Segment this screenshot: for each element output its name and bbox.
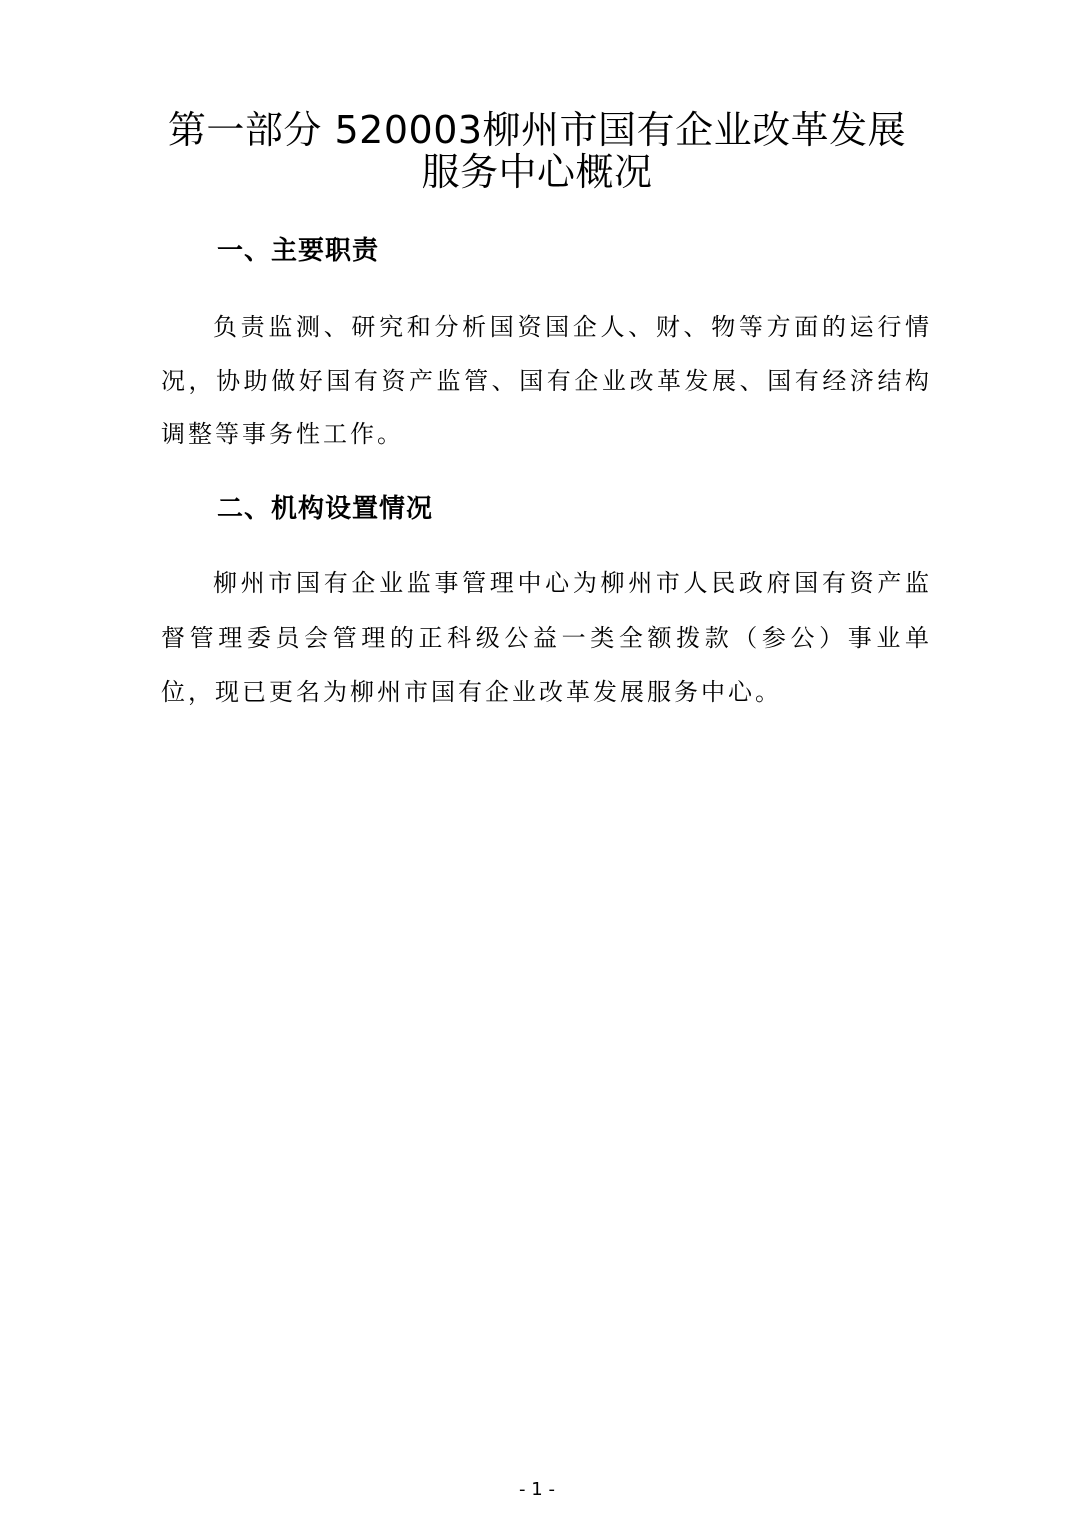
section-heading-main-duties: 一、主要职责 (217, 236, 380, 266)
page-title-line-1: 第一部分 520003柳州市国有企业改革发展 (167, 108, 907, 152)
paragraph-line: 督管理委员会管理的正科级公益一类全额拨款（参公）事业单 (161, 624, 929, 652)
page-title-line-2: 服务中心概况 (421, 150, 653, 194)
page-number: - 1 - (519, 1479, 555, 1500)
paragraph-line: 调整等事务性工作。 (161, 420, 404, 448)
paragraph-line: 柳州市国有企业监事管理中心为柳州市人民政府国有资产监 (213, 569, 929, 597)
section-heading-organization: 二、机构设置情况 (217, 494, 434, 524)
paragraph-line: 位，现已更名为柳州市国有企业改革发展服务中心。 (161, 678, 782, 706)
paragraph-line: 负责监测、研究和分析国资国企人、财、物等方面的运行情 (213, 313, 929, 341)
paragraph-line: 况，协助做好国有资产监管、国有企业改革发展、国有经济结构 (161, 367, 929, 395)
